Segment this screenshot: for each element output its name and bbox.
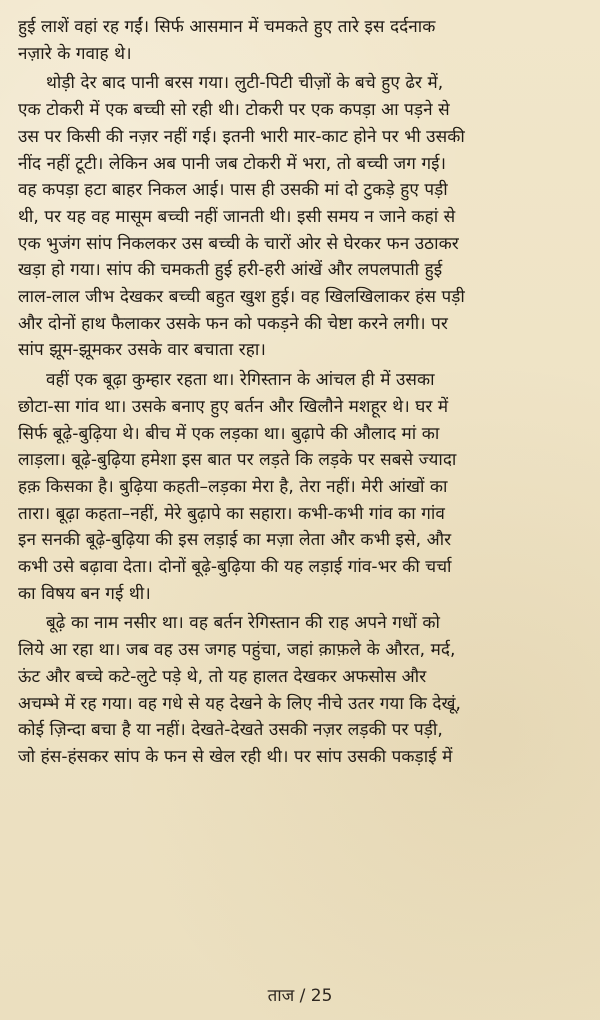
paragraph-4: बूढ़े का नाम नसीर था। वह बर्तन रेगिस्तान की राह अपने गधों को लिये आ रहा था। जब वह उस जगह पहुंचा, जहां क़ाफ़ले के औरत, मर्द, ऊंट और बच्चे कटे-लुटे पड़े थे, तो यह हालत देखकर अफसोस और अचम्भे में रह गया। वह गधे से यह देखने के लिए नीचे उतर गया कि देखूं, कोई ज़िन्दा बचा है या नहीं। देखते-देखते उसकी नज़र लड़की पर पड़ी, जो हंस-हंसकर सांप के फन से खेल रही थी। पर सांप उसकी पकड़ाई में [18,613,462,767]
paragraph-1: हुई लाशें वहां रह गईं। सिर्फ आसमान में चमकते हुए तारे इस दर्दनाक नज़ारे के गवाह थे। [18,17,436,64]
paragraph-3: वहीं एक बूढ़ा कुम्हार रहता था। रेगिस्तान के आंचल ही में उसका छोटा-सा गांव था। उसके बनाए हुए बर्तन और खिलौने मशहूर थे। घर में सिर्फ बूढ़े-बुढ़िया थे। बीच में एक लड़का था। बुढ़ापे की औलाद मां का लाड़ला। बूढ़े-बुढ़िया हमेशा इस बात पर लड़ते कि लड़के पर सबसे ज्यादा हक़ किसका है। बुढ़िया कहती–लड़का मेरा है, तेरा नहीं। मेरी आंखों का तारा। बूढ़ा कहता–नहीं, मेरे बुढ़ापे का सहारा। कभी-कभी गांव का गांव इन सनकी बूढ़े-बुढ़िया की इस लड़ाई का मज़ा लेता और कभी इसे, और कभी उसे बढ़ावा देता। दोनों बूढ़े-बुढ़िया की यह लड़ाई गांव-भर की चर्चा का विषय बन गई थी। [18,370,457,604]
page-number: ताज / 25 [267,986,333,1006]
main-text [18,14,586,774]
paragraph-2: थोड़ी देर बाद पानी बरस गया। लुटी-पिटी चीज़ों के बचे हुए ढेर में, एक टोकरी में एक बच्ची सो रही थी। टोकरी पर एक कपड़ा आ पड़ने से उस पर किसी की नज़र नहीं गई। इतनी भारी मार-काट होने पर भी उसकी नींद नहीं टूटी। लेकिन अब पानी जब टोकरी में भरा, तो बच्ची जग गई। वह कपड़ा हटा बाहर निकल आई। पास ही उसकी मां दो टुकड़े हुए पड़ी थी, पर यह वह मासूम बच्ची नहीं जानती थी। इसी समय न जाने कहां से एक भुजंग सांप निकलकर उस बच्ची के चारों ओर से घेरकर फन उठाकर खड़ा हो गया। सांप की चमकती हुई हरी-हरी आंखें और लपलपाती हुई लाल-लाल जीभ देखकर बच्ची बहुत खुश हुई। वह खिलखिलाकर हंस पड़ी और दोनों हाथ फैलाकर उसके फन को पकड़ने की चेष्टा करने लगी। पर सांप झूम-झूमकर उसके वार बचाता रहा। [18,73,465,361]
